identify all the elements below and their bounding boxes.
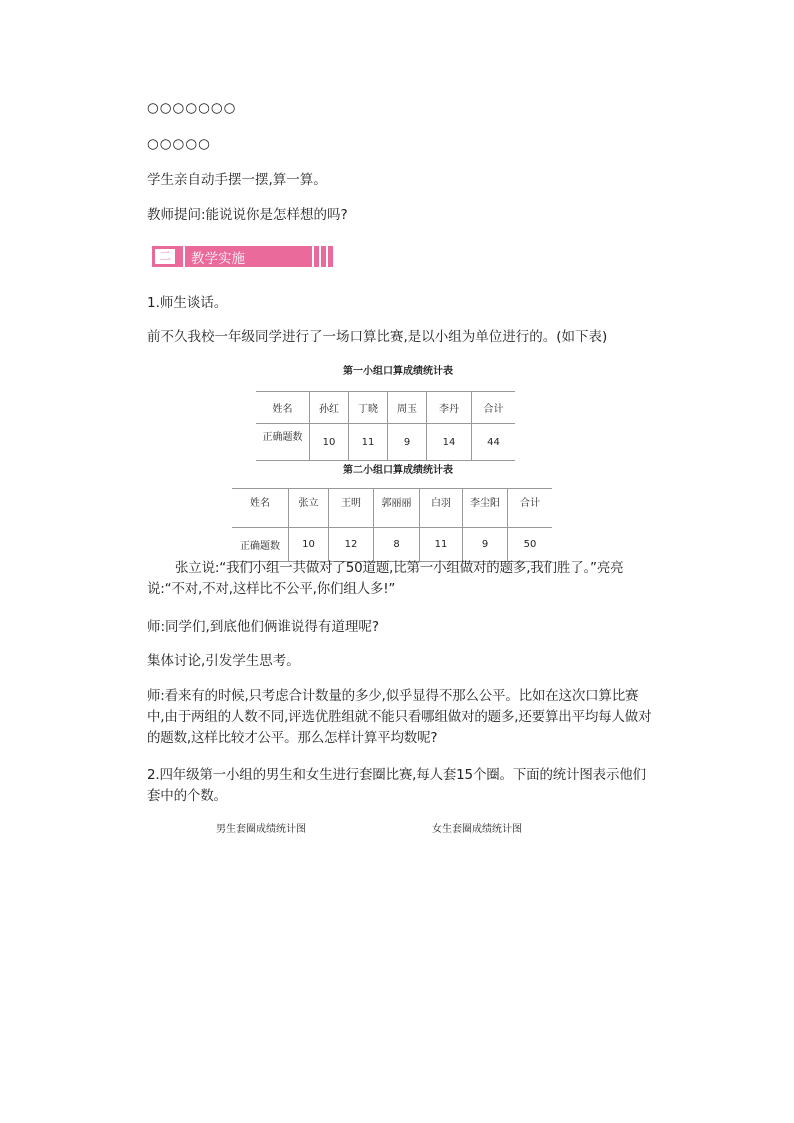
paragraph-step-2: 2.四年级第一小组的男生和女生进行套圈比赛,每人套15个圈。下面的统计图表示他们套中的个数。 bbox=[147, 767, 646, 804]
table-cell: 9 bbox=[388, 424, 427, 461]
paragraph-teacher-question: 师:同学们,到底他们俩谁说得有道理呢? bbox=[147, 619, 380, 635]
table-cell: 正确题数 bbox=[232, 528, 289, 562]
table-cell: 姓名 bbox=[256, 392, 310, 424]
table-cell: 合计 bbox=[508, 489, 553, 528]
table-cell: 郭丽丽 bbox=[374, 489, 420, 528]
paragraph-intro: 前不久我校一年级同学进行了一场口算比赛,是以小组为单位进行的。(如下表) bbox=[147, 329, 608, 345]
table-1-caption: 第一小组口算成绩统计表 bbox=[343, 366, 453, 377]
table-row bbox=[232, 489, 552, 528]
table-cell: 10 bbox=[289, 528, 329, 562]
paragraph-zhangli: 张立说:“我们小组一共做对了50道题,比第一小组做对的题多,我们胜了。”亮亮说:“不对,不对,这样比不公平,你们组人多!” bbox=[147, 560, 624, 597]
table-cell: 10 bbox=[310, 424, 349, 461]
table-cell: 周玉 bbox=[388, 392, 427, 424]
table-cell: 11 bbox=[349, 424, 388, 461]
table-cell: 正确题数 bbox=[256, 424, 310, 461]
paragraph-teacher-ask: 教师提问:能说说你是怎样想的吗? bbox=[147, 207, 348, 223]
table-cell: 12 bbox=[329, 528, 374, 562]
paragraph-teacher-explain: 师:看来有的时候,只考虑合计数量的多少,似乎显得不那么公平。比如在这次口算比赛中,由于两组的人数不同,评选优胜组就不能只看哪组做对的题多,还要算出平均每人做对的题数,这样比较才公平。那么怎样计算平均数呢? bbox=[147, 688, 652, 746]
circles-row-2: ○○○○○ bbox=[147, 136, 211, 152]
section-title: 教学实施 bbox=[191, 250, 245, 267]
table-row bbox=[232, 528, 552, 562]
paragraph-discussion: 集体讨论,引发学生思考。 bbox=[147, 653, 300, 669]
table-row bbox=[256, 392, 515, 424]
table-2-caption: 第二小组口算成绩统计表 bbox=[343, 465, 453, 476]
section-number: 二 bbox=[155, 249, 175, 264]
table-cell: 50 bbox=[508, 528, 553, 562]
section-stripe bbox=[326, 246, 328, 267]
girls-chart-caption: 女生套圈成绩统计图 bbox=[432, 824, 522, 835]
table-cell: 李丹 bbox=[427, 392, 472, 424]
section-header bbox=[152, 246, 333, 267]
table-cell: 丁晓 bbox=[349, 392, 388, 424]
table-cell: 王明 bbox=[329, 489, 374, 528]
step-1-heading: 1.师生谈话。 bbox=[147, 295, 228, 311]
boys-chart-caption: 男生套圈成绩统计图 bbox=[216, 824, 306, 835]
circles-row-1: ○○○○○○○ bbox=[147, 100, 237, 116]
paragraph-students: 学生亲自动手摆一摆,算一算。 bbox=[147, 172, 327, 188]
table-2 bbox=[232, 488, 552, 562]
section-divider bbox=[183, 246, 185, 267]
table-cell: 张立 bbox=[289, 489, 329, 528]
table-cell: 白羽 bbox=[420, 489, 463, 528]
table-cell: 8 bbox=[374, 528, 420, 562]
table-cell: 李尘阳 bbox=[463, 489, 508, 528]
table-cell: 姓名 bbox=[232, 489, 289, 528]
table-1 bbox=[256, 391, 515, 461]
table-cell: 44 bbox=[472, 424, 516, 461]
table-cell: 孙红 bbox=[310, 392, 349, 424]
table-row bbox=[256, 424, 515, 461]
table-cell: 11 bbox=[420, 528, 463, 562]
section-stripe bbox=[312, 246, 314, 267]
table-cell: 14 bbox=[427, 424, 472, 461]
table-cell: 合计 bbox=[472, 392, 516, 424]
section-stripe bbox=[319, 246, 321, 267]
table-cell: 9 bbox=[463, 528, 508, 562]
